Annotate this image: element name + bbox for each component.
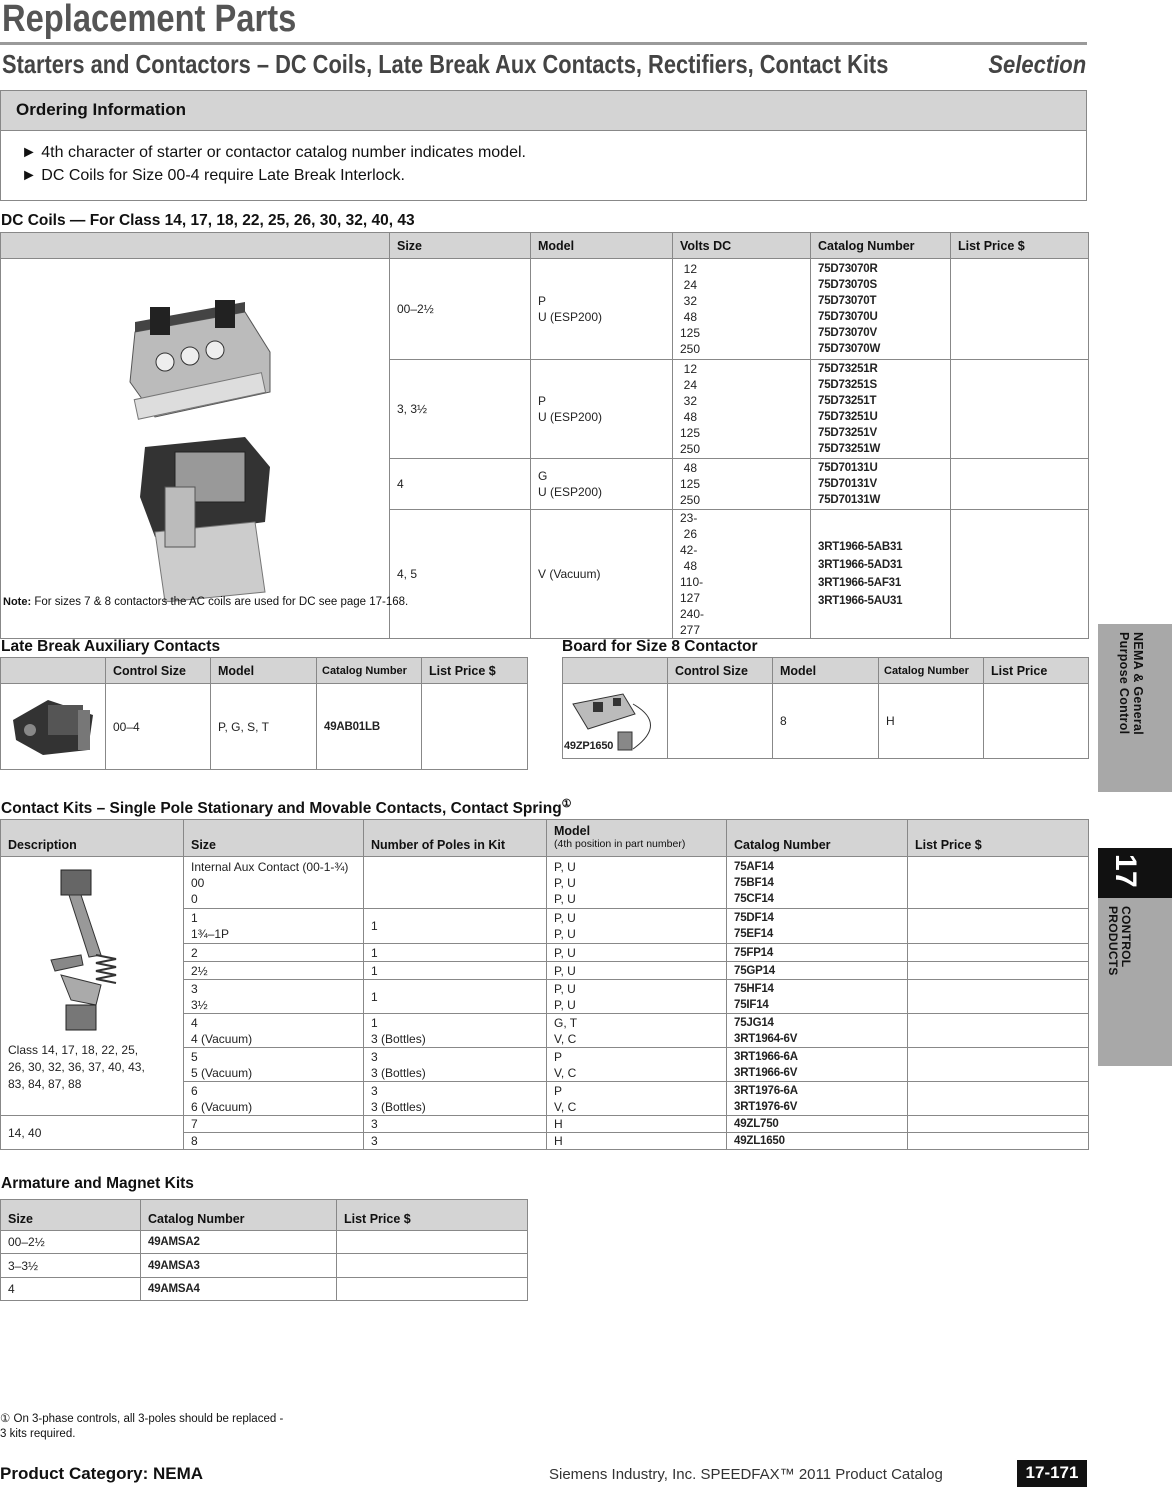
- col-model: [547, 820, 727, 857]
- col-price: List Price $: [951, 233, 1089, 259]
- kit-catalog: 75FP14: [727, 944, 908, 962]
- kit-poles: 3 3 (Bottles): [364, 1048, 547, 1082]
- kit-model: P V, C: [547, 1082, 727, 1116]
- col-model-label: Model: [554, 824, 591, 838]
- dc-size: 3, 3½: [390, 360, 531, 459]
- kit-catalog: 75JG14 3RT1964-6V: [727, 1014, 908, 1048]
- kit-poles: 1: [364, 962, 547, 980]
- kit-model: P, U P, U P, U: [547, 857, 727, 909]
- kit-size: 6 6 (Vacuum): [184, 1082, 364, 1116]
- late-break-catalog: 49AB01LB: [317, 684, 422, 770]
- ordering-bullet: ► DC Coils for Size 00-4 require Late Break Interlock.: [21, 167, 405, 184]
- kit-size: 3 3½: [184, 980, 364, 1014]
- table-row: [1, 857, 1089, 909]
- kit-model: G, T V, C: [547, 1014, 727, 1048]
- table-header-row: [1, 820, 1089, 857]
- table-header-row: [563, 658, 1089, 684]
- kit-size: 1 1¾–1P: [184, 909, 364, 944]
- class-label: Class 14, 17, 18, 22, 25, 26, 30, 32, 36, 37, 40, 43, 83, 84, 87, 88: [8, 1043, 145, 1091]
- ordering-information-box: [0, 90, 1087, 201]
- board-catalog: H: [879, 684, 984, 759]
- side-tab-nema-line2: Purpose Control: [1117, 632, 1131, 735]
- table-row: [1, 1116, 1089, 1133]
- col-catalog: Catalog Number: [879, 658, 984, 684]
- contact-kit-image: [1, 857, 184, 1116]
- col-price: List Price $: [908, 820, 1089, 857]
- col-model: Model: [211, 658, 317, 684]
- kit-model: P V, C: [547, 1048, 727, 1082]
- side-tab-nema[interactable]: [1098, 624, 1172, 792]
- arm-price: [337, 1231, 528, 1254]
- board-size: [668, 684, 773, 759]
- note-label: Note:: [3, 596, 32, 608]
- table-header-row: [1, 233, 1089, 259]
- col-model: Model: [531, 233, 673, 259]
- table-row: [1, 1278, 528, 1301]
- dc-volts: 23-26 42-48 110-127 240-277: [673, 510, 811, 639]
- dc-volts: 48 125 250: [673, 459, 811, 510]
- kit-size: Internal Aux Contact (00-1-¾) 00 0: [184, 857, 364, 909]
- board-image-label: 49ZP1650: [564, 740, 614, 752]
- dc-model: P U (ESP200): [531, 360, 673, 459]
- class-label-2: 14, 40: [1, 1116, 184, 1150]
- arm-catalog: 49AMSA3: [141, 1254, 337, 1278]
- page-number: 17-171: [1017, 1460, 1087, 1487]
- dc-coil-illustration: [95, 292, 295, 602]
- side-tab-nema-line1: NEMA & General: [1131, 632, 1145, 736]
- kit-model: P, U: [547, 944, 727, 962]
- table-row: [1, 1231, 528, 1254]
- board-title: Board for Size 8 Contactor: [562, 638, 758, 655]
- table-row: [1, 259, 1089, 360]
- late-break-table: [0, 657, 528, 770]
- ordering-bullets: [1, 131, 1086, 187]
- dc-price: [951, 459, 1089, 510]
- kit-model: H: [547, 1116, 727, 1133]
- board-price: [984, 684, 1089, 759]
- table-header-row: [1, 1200, 528, 1231]
- late-break-model: P, G, S, T: [211, 684, 317, 770]
- dc-model: V (Vacuum): [531, 510, 673, 639]
- kit-catalog: 75AF14 75BF14 75CF14: [727, 857, 908, 909]
- contact-kit-illustration: [41, 865, 161, 1045]
- ordering-bullet: ► 4th character of starter or contactor catalog number indicates model.: [21, 144, 526, 161]
- kit-catalog: 49ZL1650: [727, 1133, 908, 1150]
- kit-poles: 3: [364, 1133, 547, 1150]
- note-text: For sizes 7 & 8 contactors the AC coils are used for DC see page 17-168.: [34, 596, 409, 608]
- table-row: [1, 1254, 528, 1278]
- board-table: [562, 657, 1089, 759]
- arm-price: [337, 1254, 528, 1278]
- kit-size: 4 4 (Vacuum): [184, 1014, 364, 1048]
- contact-kits-title-text: Contact Kits – Single Pole Stationary and Movable Contacts, Contact Spring: [1, 800, 562, 818]
- col-price: List Price $: [337, 1200, 528, 1231]
- kit-poles: 3 3 (Bottles): [364, 1082, 547, 1116]
- table-header-row: [1, 658, 528, 684]
- col-catalog: Catalog Number: [727, 820, 908, 857]
- dc-size: 4, 5: [390, 510, 531, 639]
- col-size: Size: [390, 233, 531, 259]
- footer-category: Product Category: NEMA: [0, 1464, 204, 1483]
- dc-volts: 12 24 32 48 125 250: [673, 360, 811, 459]
- side-tab-number-box: [1098, 848, 1172, 898]
- side-tab-control-line2: PRODUCTS: [1106, 906, 1120, 976]
- kit-poles: 3: [364, 1116, 547, 1133]
- table-row: [1, 684, 528, 770]
- dc-catalog: 75D70131U 75D70131V 75D70131W: [811, 459, 951, 510]
- kit-size: 7: [184, 1116, 364, 1133]
- arm-price: [337, 1278, 528, 1301]
- side-tab-nema-label: [1117, 632, 1145, 735]
- page-subtitle: Starters and Contactors – DC Coils, Late Break Aux Contacts, Rectifiers, Contact Kits: [2, 49, 889, 79]
- col-catalog: Catalog Number: [811, 233, 951, 259]
- dc-coils-table: [0, 232, 1089, 639]
- dc-model: P U (ESP200): [531, 259, 673, 360]
- late-break-image: [1, 684, 106, 770]
- footnote-mark: ①: [561, 798, 572, 810]
- arm-size: 3–3½: [1, 1254, 141, 1278]
- dc-volts: 12 24 32 48 125 250: [673, 259, 811, 360]
- footnote: ① On 3-phase controls, all 3-poles should be replaced - 3 kits required.: [0, 1413, 284, 1440]
- kit-poles: 1 3 (Bottles): [364, 1014, 547, 1048]
- kit-catalog: 3RT1976-6A 3RT1976-6V: [727, 1082, 908, 1116]
- kit-catalog: 75DF14 75EF14: [727, 909, 908, 944]
- side-tab-number: 17: [1109, 854, 1142, 888]
- dc-price: [951, 510, 1089, 639]
- arm-catalog: 49AMSA4: [141, 1278, 337, 1301]
- col-poles: Number of Poles in Kit: [364, 820, 547, 857]
- col-price: List Price $: [422, 658, 528, 684]
- arm-size: 4: [1, 1278, 141, 1301]
- late-break-price: [422, 684, 528, 770]
- kit-model: P, U: [547, 962, 727, 980]
- dc-coils-note: [3, 596, 408, 608]
- kit-poles: 1: [364, 909, 547, 944]
- contact-kits-title: [1, 797, 572, 818]
- kit-model: H: [547, 1133, 727, 1150]
- dc-model: G U (ESP200): [531, 459, 673, 510]
- kit-size: 2½: [184, 962, 364, 980]
- kit-catalog: 75GP14: [727, 962, 908, 980]
- section-tag: Selection: [988, 51, 1086, 79]
- armature-title: Armature and Magnet Kits: [1, 1175, 194, 1192]
- kit-poles: 1: [364, 944, 547, 962]
- dc-catalog: 3RT1966-5AB31 3RT1966-5AD31 3RT1966-5AF31 3RT1966-5AU31: [811, 510, 951, 639]
- kit-catalog: 3RT1966-6A 3RT1966-6V: [727, 1048, 908, 1082]
- dc-catalog: 75D73070R 75D73070S 75D73070T 75D73070U 75D73070V 75D73070W: [811, 259, 951, 360]
- col-size: Size: [184, 820, 364, 857]
- kit-model: P, U P, U: [547, 909, 727, 944]
- table-row: [563, 684, 1089, 759]
- dc-coil-image: [1, 259, 390, 639]
- contact-kits-table: [0, 819, 1089, 1150]
- col-size: Size: [1, 1200, 141, 1231]
- kit-catalog: 75HF14 75IF14: [727, 980, 908, 1014]
- kit-catalog: 49ZL750: [727, 1116, 908, 1133]
- col-description: Description: [1, 820, 184, 857]
- dc-size: 4: [390, 459, 531, 510]
- dc-price: [951, 259, 1089, 360]
- kit-size: 2: [184, 944, 364, 962]
- kit-model: P, U P, U: [547, 980, 727, 1014]
- dc-catalog: 75D73251R 75D73251S 75D73251T 75D73251U 75D73251V 75D73251W: [811, 360, 951, 459]
- col-catalog: Catalog Number: [317, 658, 422, 684]
- footer-catalog: Siemens Industry, Inc. SPEEDFAX™ 2011 Product Catalog: [549, 1466, 943, 1483]
- kit-poles: [364, 857, 547, 909]
- col-model-sub: (4th position in part number): [554, 838, 686, 850]
- col-volts: Volts DC: [673, 233, 811, 259]
- late-break-size: 00–4: [106, 684, 211, 770]
- armature-table: [0, 1199, 528, 1301]
- side-tab-control-line1: CONTROL: [1119, 906, 1133, 968]
- kit-poles: 1: [364, 980, 547, 1014]
- arm-size: 00–2½: [1, 1231, 141, 1254]
- col-control-size: Control Size: [106, 658, 211, 684]
- col-catalog: Catalog Number: [141, 1200, 337, 1231]
- kit-size: 8: [184, 1133, 364, 1150]
- aux-contact-illustration: [8, 690, 98, 760]
- ordering-heading: Ordering Information: [1, 91, 1086, 131]
- late-break-title: Late Break Auxiliary Contacts: [1, 638, 221, 655]
- dc-coils-title: DC Coils — For Class 14, 17, 18, 22, 25, 26, 30, 32, 40, 43: [1, 212, 415, 229]
- page-title: Replacement Parts: [2, 0, 297, 40]
- arm-catalog: 49AMSA2: [141, 1231, 337, 1254]
- col-control-size: Control Size: [668, 658, 773, 684]
- side-tab-control-label: [1106, 906, 1132, 976]
- dc-size: 00–2½: [390, 259, 531, 360]
- title-rule: [0, 42, 1087, 45]
- col-model: Model: [773, 658, 879, 684]
- board-image: [563, 684, 668, 759]
- board-model: 8: [773, 684, 879, 759]
- dc-price: [951, 360, 1089, 459]
- kit-size: 5 5 (Vacuum): [184, 1048, 364, 1082]
- col-price: List Price: [984, 658, 1089, 684]
